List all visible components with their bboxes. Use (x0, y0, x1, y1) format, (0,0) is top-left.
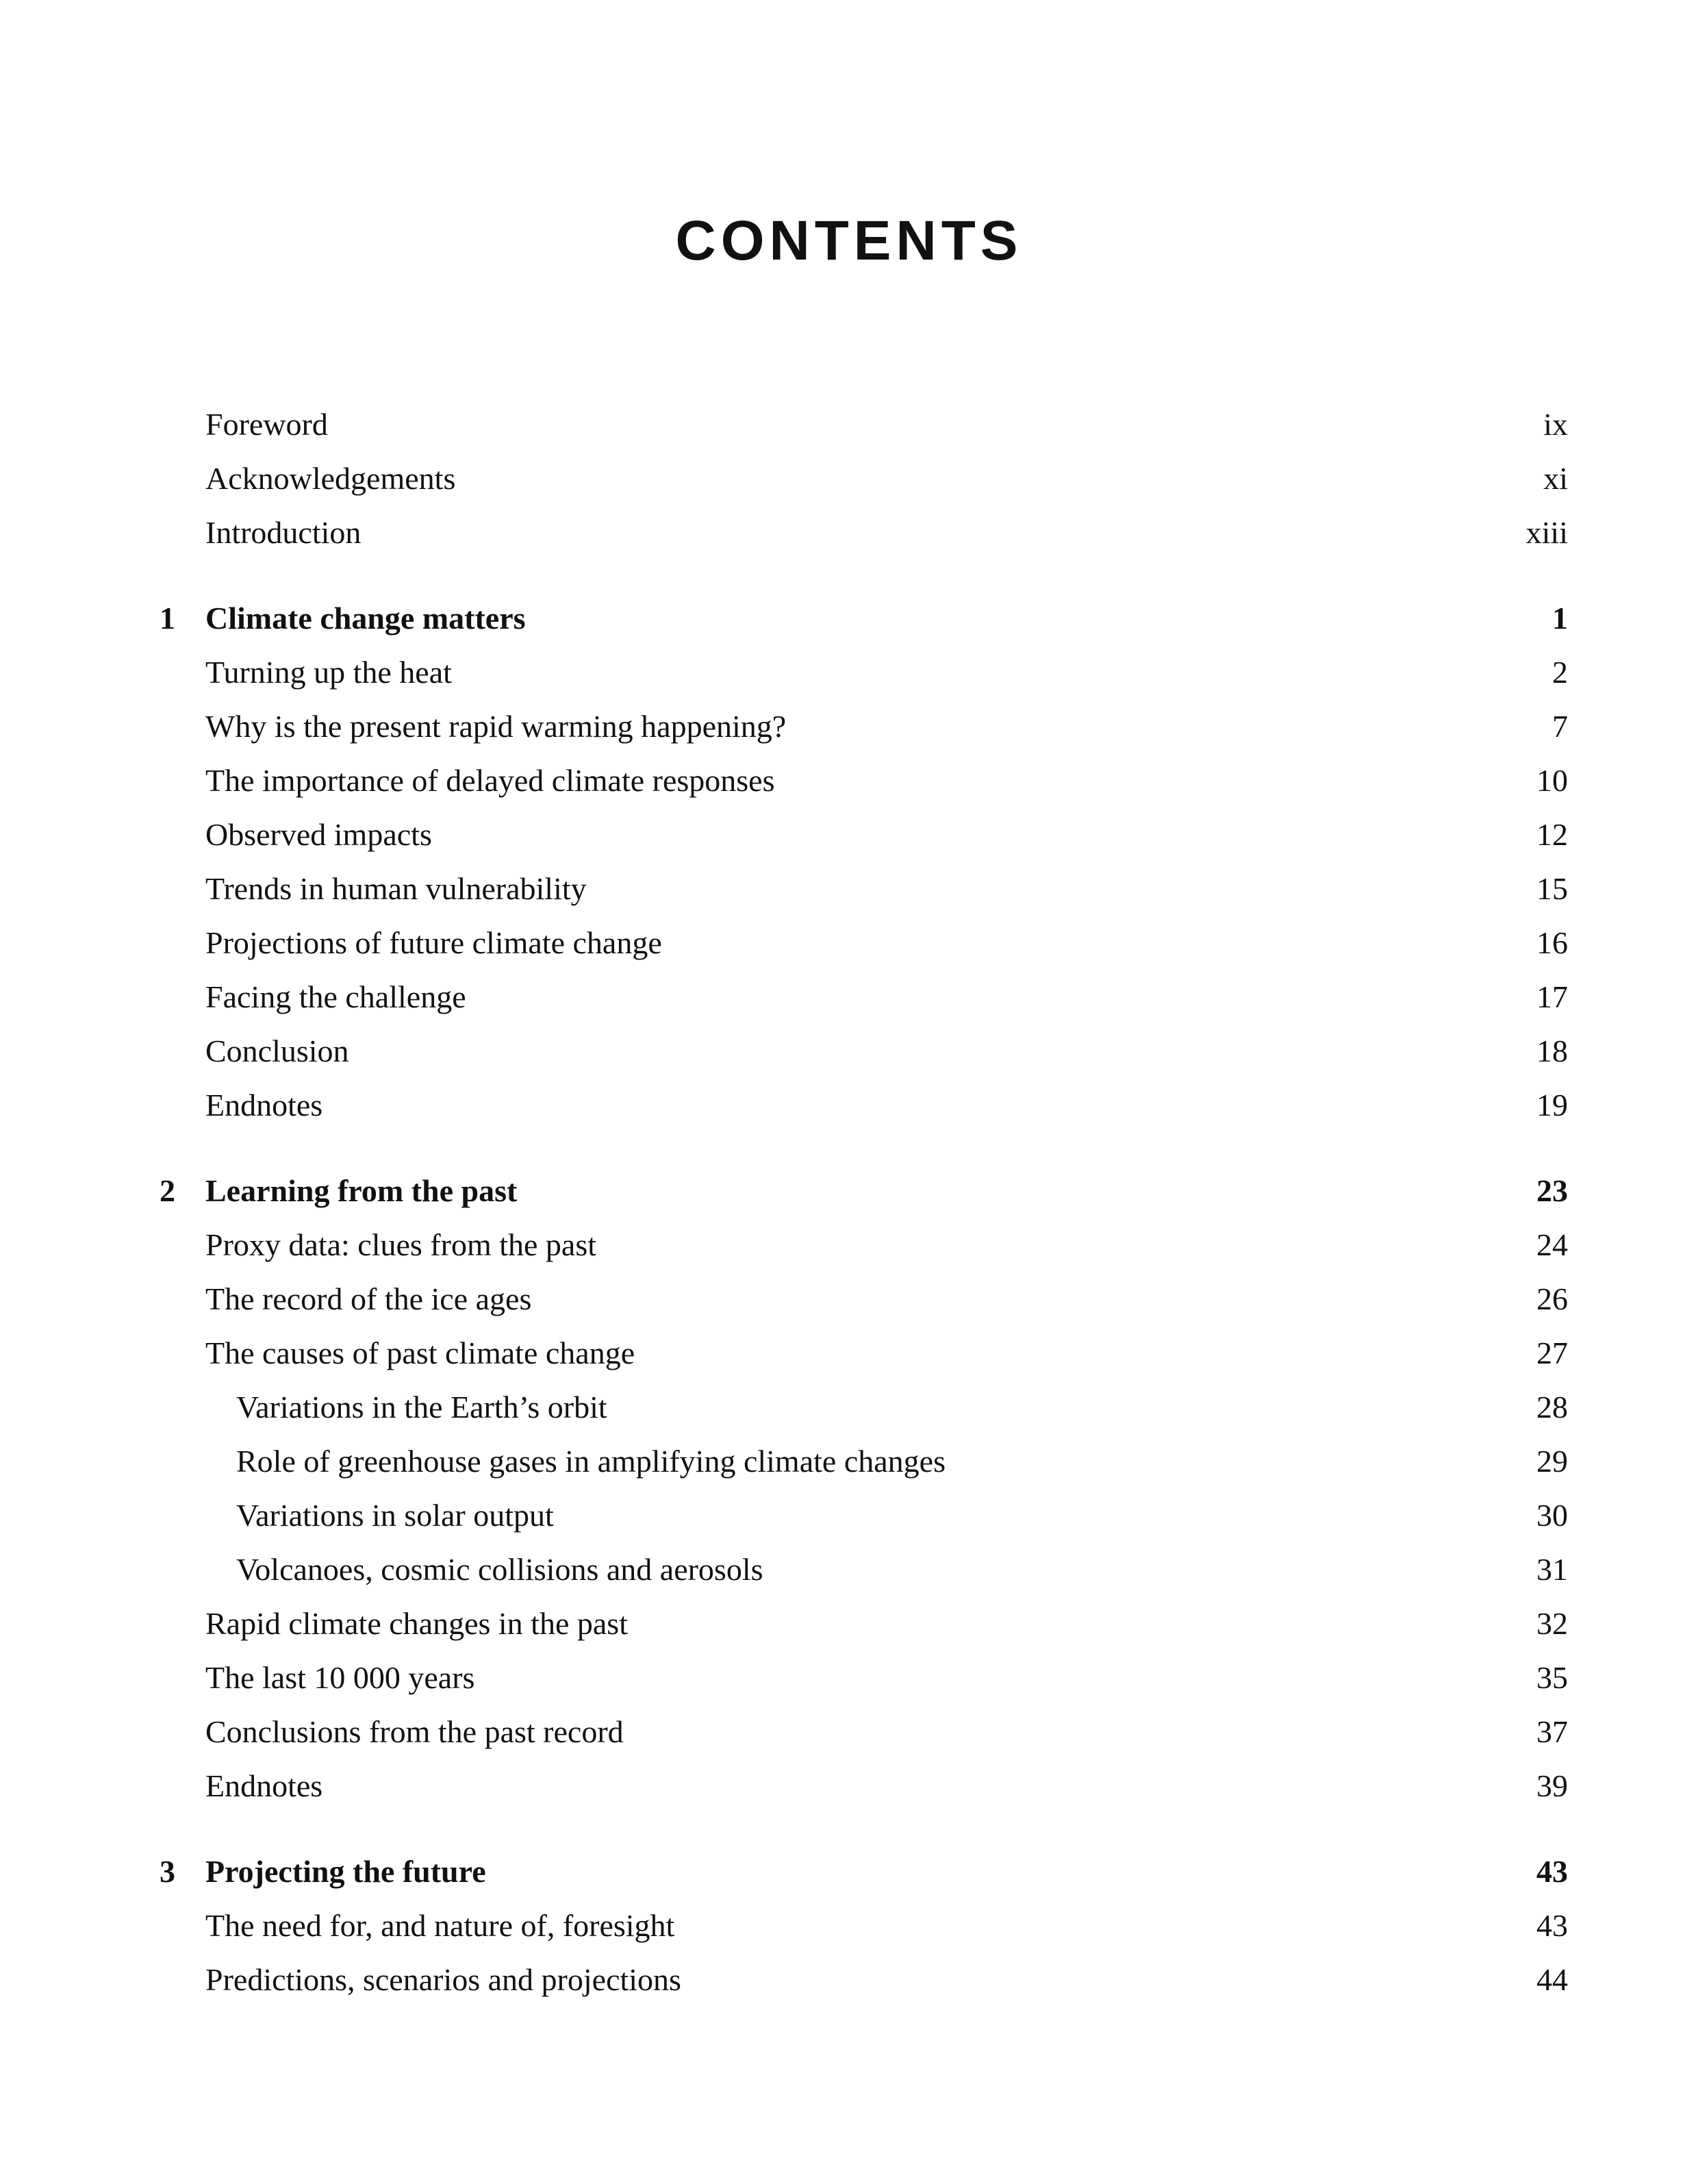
toc-entry[interactable] (0, 1650, 1698, 1705)
toc-entry-label: Why is the present rapid warming happening? (205, 709, 787, 744)
toc-entry[interactable] (0, 1272, 1698, 1327)
toc-entry-page: 10 (1536, 763, 1568, 798)
toc-entry-page: 31 (1536, 1552, 1568, 1587)
toc-entry[interactable] (0, 862, 1698, 916)
toc-entry[interactable] (0, 1898, 1698, 1953)
toc-entry-label: The importance of delayed climate responses (205, 763, 775, 798)
toc-entry-label: Conclusion (205, 1033, 349, 1068)
toc-chapter-2[interactable] (0, 1164, 1698, 1218)
toc-entry-label: Variations in the Earth’s orbit (236, 1390, 607, 1424)
chapter-title: Climate change matters (205, 601, 526, 636)
toc-entry[interactable] (0, 1705, 1698, 1759)
toc-entry-page: 27 (1536, 1335, 1568, 1370)
toc-entry-page: 2 (1552, 655, 1568, 690)
toc-entry-page: 17 (1536, 979, 1568, 1014)
toc-entry-label: Introduction (205, 515, 362, 550)
toc-chapter-3[interactable] (0, 1844, 1698, 1899)
toc-entry[interactable] (0, 916, 1698, 970)
toc-entry-foreword[interactable] (0, 397, 1698, 452)
toc-entry-label: Trends in human vulnerability (205, 871, 587, 906)
toc-entry-page: 35 (1536, 1660, 1568, 1695)
toc-entry-page: 7 (1552, 709, 1568, 744)
chapter-number: 1 (160, 601, 175, 636)
toc-entry[interactable] (0, 645, 1698, 700)
toc-entry-page: 32 (1536, 1606, 1568, 1641)
toc-entry-label: Rapid climate changes in the past (205, 1606, 628, 1641)
toc-entry-page: xiii (1525, 515, 1568, 550)
toc-subentry[interactable] (0, 1380, 1698, 1435)
toc-entry[interactable] (0, 807, 1698, 862)
toc-entry-page: 30 (1536, 1498, 1568, 1533)
toc-entry-page: 16 (1536, 925, 1568, 960)
toc-entry-page: 12 (1536, 817, 1568, 852)
toc-entry-page: 15 (1536, 871, 1568, 906)
chapter-page: 23 (1536, 1173, 1568, 1208)
chapter-page: 43 (1536, 1854, 1568, 1889)
toc-entry-page: 26 (1536, 1281, 1568, 1316)
toc-entry-label: The need for, and nature of, foresight (205, 1908, 675, 1943)
toc-entry-introduction[interactable] (0, 505, 1698, 560)
chapter-number: 3 (160, 1854, 175, 1889)
toc-entry[interactable] (0, 970, 1698, 1025)
toc-entry[interactable] (0, 1759, 1698, 1813)
toc-entry-label: The last 10 000 years (205, 1660, 475, 1695)
toc-subentry[interactable] (0, 1434, 1698, 1489)
chapter-page: 1 (1552, 601, 1568, 636)
toc-entry-page: 39 (1536, 1768, 1568, 1803)
toc-entry-label: Role of greenhouse gases in amplifying climate changes (236, 1444, 946, 1479)
toc-subentry[interactable] (0, 1488, 1698, 1543)
toc-entry-label: Volcanoes, cosmic collisions and aerosols (236, 1552, 763, 1587)
toc-entry-page: 43 (1536, 1908, 1568, 1943)
toc-entry-page: 44 (1536, 1962, 1568, 1997)
toc-entry-page: 19 (1536, 1088, 1568, 1122)
toc-entry[interactable] (0, 1953, 1698, 2007)
toc-entry-label: Predictions, scenarios and projections (205, 1962, 681, 1997)
toc-entry-label: Observed impacts (205, 817, 432, 852)
page-title: CONTENTS (675, 210, 1023, 272)
toc-entry-page: 18 (1536, 1033, 1568, 1068)
toc-entry[interactable] (0, 1218, 1698, 1272)
toc-entry-label: Turning up the heat (205, 655, 452, 690)
toc-subentry[interactable] (0, 1542, 1698, 1597)
toc-entry[interactable] (0, 699, 1698, 754)
toc-entry-label: The record of the ice ages (205, 1281, 532, 1316)
toc-entry-label: Foreword (205, 407, 328, 442)
toc-entry-label: Endnotes (205, 1088, 323, 1122)
toc-entry-page: ix (1543, 407, 1568, 442)
toc-entry-label: The causes of past climate change (205, 1335, 635, 1370)
toc-entry-page: 24 (1536, 1227, 1568, 1262)
chapter-number: 2 (160, 1173, 175, 1208)
chapter-title: Projecting the future (205, 1854, 486, 1889)
chapter-title: Learning from the past (205, 1173, 518, 1208)
toc-entry-label: Facing the challenge (205, 979, 466, 1014)
toc-entry-label: Proxy data: clues from the past (205, 1227, 597, 1262)
toc-entry-acknowledgements[interactable] (0, 451, 1698, 506)
toc-entry-page: 29 (1536, 1444, 1568, 1479)
toc-entry-label: Endnotes (205, 1768, 323, 1803)
toc-entry[interactable] (0, 1078, 1698, 1133)
toc-entry-page: 28 (1536, 1390, 1568, 1424)
toc-entry-label: Conclusions from the past record (205, 1714, 624, 1749)
toc-entry-label: Variations in solar output (236, 1498, 554, 1533)
toc-entry[interactable] (0, 1596, 1698, 1651)
toc-entry-label: Acknowledgements (205, 461, 456, 496)
toc-entry-page: 37 (1536, 1714, 1568, 1749)
toc-chapter-1[interactable] (0, 591, 1698, 646)
toc-entry[interactable] (0, 753, 1698, 808)
toc-entry[interactable] (0, 1326, 1698, 1381)
toc-entry-label: Projections of future climate change (205, 925, 662, 960)
toc-entry[interactable] (0, 1024, 1698, 1079)
toc-entry-page: xi (1543, 461, 1568, 496)
